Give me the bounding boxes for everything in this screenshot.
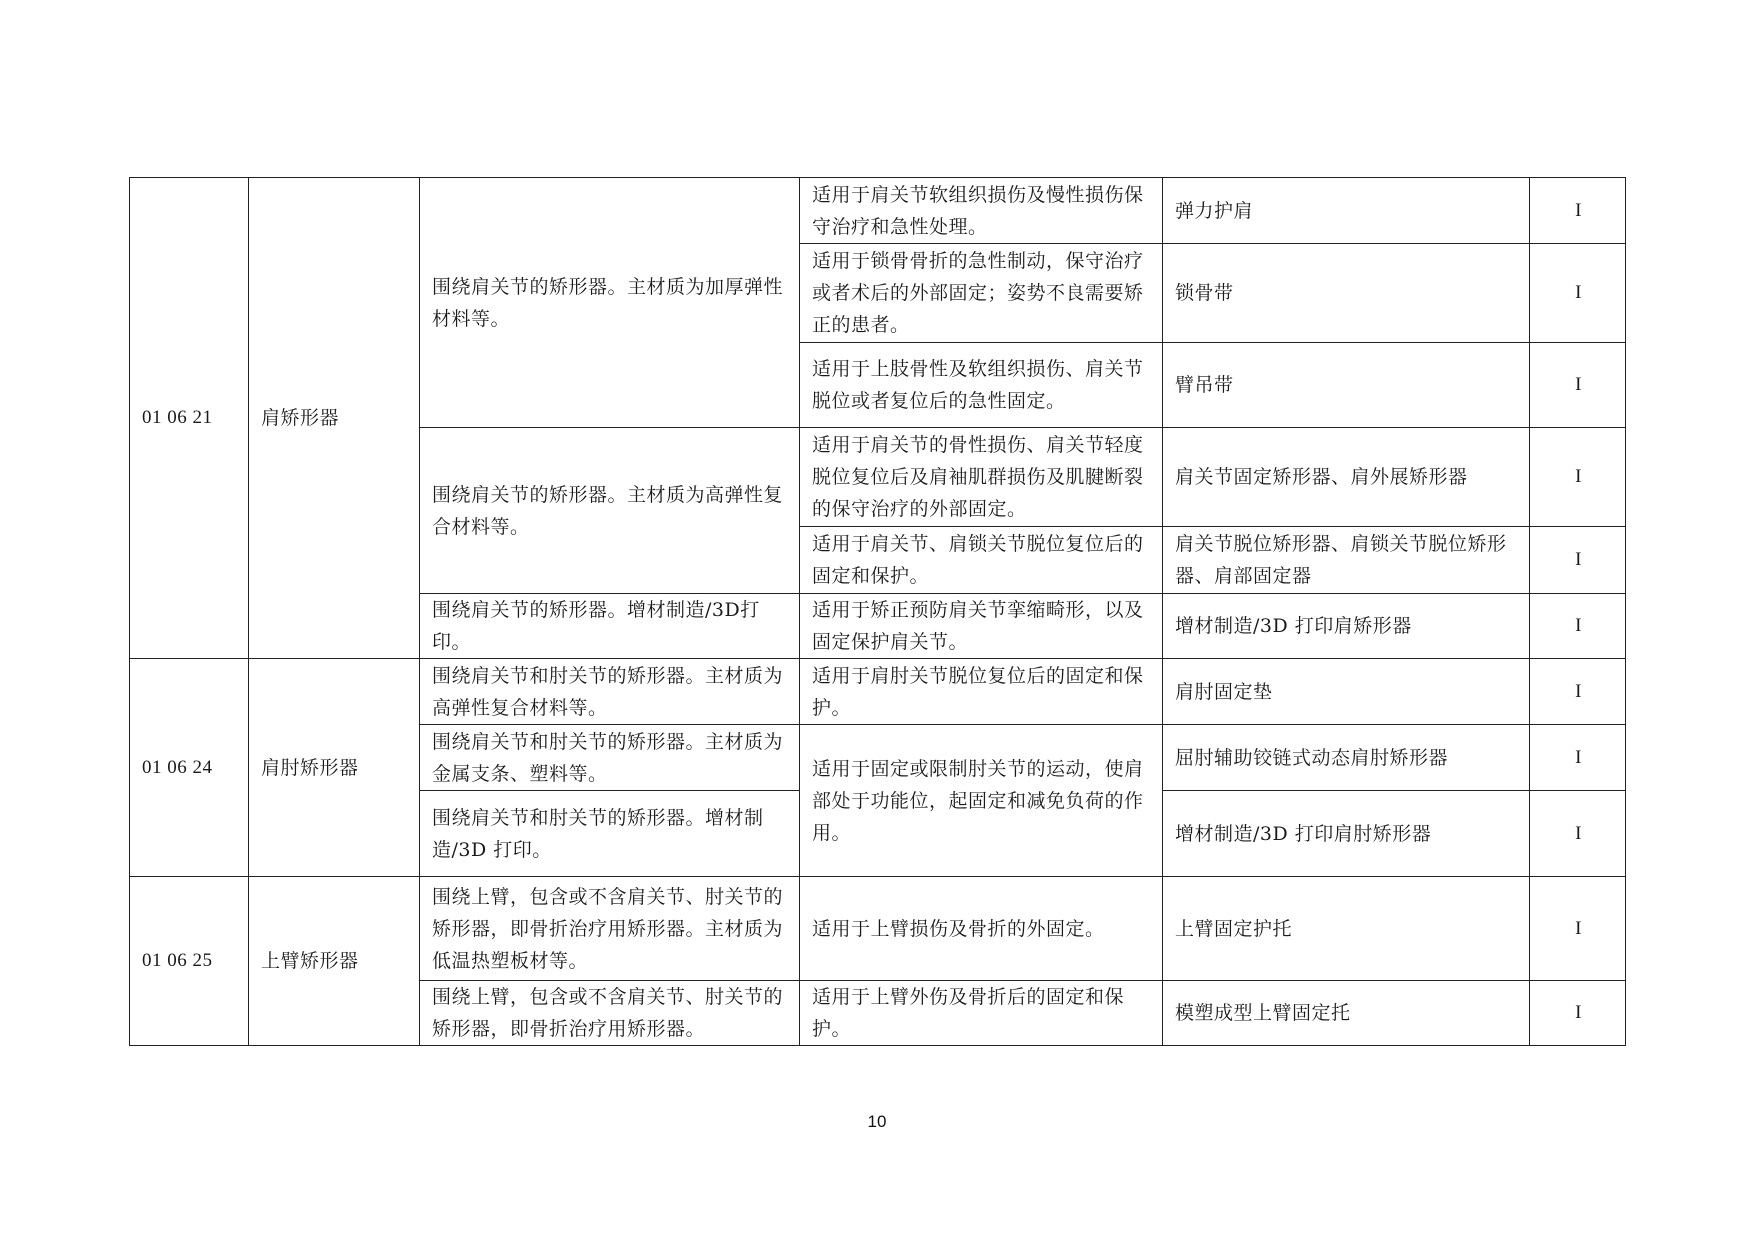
management-class: I — [1530, 178, 1626, 244]
product-example: 增材制造/3D 打印肩肘矫形器 — [1163, 791, 1530, 877]
intended-use: 适用于肩关节的骨性损伤、肩关节轻度脱位复位后及肩袖肌群损伤及肌腱断裂的保守治疗的外部固定。 — [800, 428, 1163, 527]
intended-use: 适用于上臂外伤及骨折后的固定和保护。 — [800, 981, 1163, 1046]
category-code: 01 06 25 — [130, 877, 249, 1046]
management-class: I — [1530, 428, 1626, 527]
category-name: 上臂矫形器 — [249, 877, 420, 1046]
intended-use: 适用于肩关节、肩锁关节脱位复位后的固定和保护。 — [800, 527, 1163, 594]
table-row — [130, 877, 1626, 981]
intended-use: 适用于肩肘关节脱位复位后的固定和保护。 — [800, 659, 1163, 725]
management-class: I — [1530, 659, 1626, 725]
management-class: I — [1530, 527, 1626, 594]
product-description: 围绕肩关节的矫形器。主材质为加厚弹性材料等。 — [420, 178, 800, 428]
product-description: 围绕上臂，包含或不含肩关节、肘关节的矫形器，即骨折治疗用矫形器。 — [420, 981, 800, 1046]
category-name: 肩肘矫形器 — [249, 659, 420, 877]
product-description: 围绕上臂，包含或不含肩关节、肘关节的矫形器，即骨折治疗用矫形器。主材质为低温热塑板材等。 — [420, 877, 800, 981]
product-example: 锁骨带 — [1163, 244, 1530, 343]
category-code: 01 06 24 — [130, 659, 249, 877]
management-class: I — [1530, 594, 1626, 659]
product-example: 肩肘固定垫 — [1163, 659, 1530, 725]
intended-use: 适用于矫正预防肩关节挛缩畸形，以及固定保护肩关节。 — [800, 594, 1163, 659]
product-example: 上臂固定护托 — [1163, 877, 1530, 981]
category-name: 肩矫形器 — [249, 178, 420, 659]
management-class: I — [1530, 877, 1626, 981]
product-example: 模塑成型上臂固定托 — [1163, 981, 1530, 1046]
device-catalog-table — [129, 177, 1626, 1046]
management-class: I — [1530, 343, 1626, 428]
intended-use: 适用于上肢骨性及软组织损伤、肩关节脱位或者复位后的急性固定。 — [800, 343, 1163, 428]
management-class: I — [1530, 791, 1626, 877]
product-description: 围绕肩关节和肘关节的矫形器。主材质为高弹性复合材料等。 — [420, 659, 800, 725]
product-example: 肩关节固定矫形器、肩外展矫形器 — [1163, 428, 1530, 527]
product-example: 增材制造/3D 打印肩矫形器 — [1163, 594, 1530, 659]
product-description: 围绕肩关节的矫形器。增材制造/3D打印。 — [420, 594, 800, 659]
intended-use: 适用于上臂损伤及骨折的外固定。 — [800, 877, 1163, 981]
category-code: 01 06 21 — [130, 178, 249, 659]
intended-use: 适用于固定或限制肘关节的运动，使肩部处于功能位，起固定和减免负荷的作用。 — [800, 725, 1163, 877]
product-example: 臂吊带 — [1163, 343, 1530, 428]
product-description: 围绕肩关节和肘关节的矫形器。增材制造/3D 打印。 — [420, 791, 800, 877]
product-example: 弹力护肩 — [1163, 178, 1530, 244]
product-example: 屈肘辅助铰链式动态肩肘矫形器 — [1163, 725, 1530, 791]
product-description: 围绕肩关节的矫形器。主材质为高弹性复合材料等。 — [420, 428, 800, 594]
product-example: 肩关节脱位矫形器、肩锁关节脱位矫形器、肩部固定器 — [1163, 527, 1530, 594]
table-row — [130, 659, 1626, 725]
management-class: I — [1530, 244, 1626, 343]
table-row — [130, 178, 1626, 244]
management-class: I — [1530, 981, 1626, 1046]
product-description: 围绕肩关节和肘关节的矫形器。主材质为金属支条、塑料等。 — [420, 725, 800, 791]
intended-use: 适用于肩关节软组织损伤及慢性损伤保守治疗和急性处理。 — [800, 178, 1163, 244]
page-number: 10 — [867, 1112, 887, 1131]
management-class: I — [1530, 725, 1626, 791]
intended-use: 适用于锁骨骨折的急性制动，保守治疗或者术后的外部固定；姿势不良需要矫正的患者。 — [800, 244, 1163, 343]
